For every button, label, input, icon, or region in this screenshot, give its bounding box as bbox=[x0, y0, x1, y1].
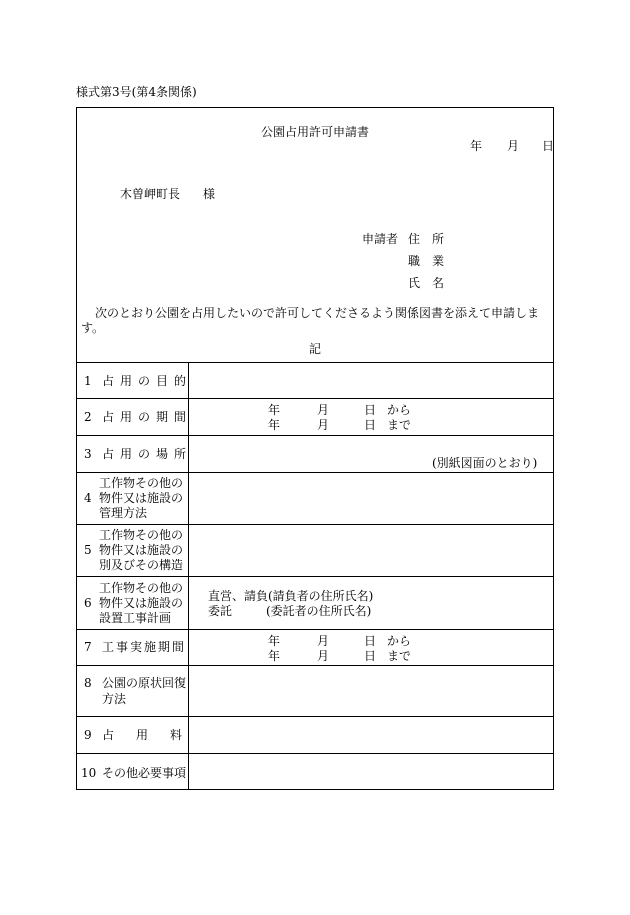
period-from-label: から bbox=[387, 403, 412, 417]
row-label-line: 管理方法 bbox=[99, 506, 148, 520]
form-title: 公園占用許可申請書 bbox=[260, 125, 369, 139]
work-from-day: 日 bbox=[364, 634, 377, 648]
applicant-label: 申請者 bbox=[362, 232, 399, 246]
row-label: 占用の場所 bbox=[102, 447, 193, 461]
form-number: 様式第3号(第4条関係) bbox=[76, 85, 197, 99]
row-number: 9 bbox=[84, 728, 92, 742]
work-to-year: 年 bbox=[268, 649, 281, 663]
row-divider bbox=[77, 435, 553, 436]
row-number: 8 bbox=[84, 676, 92, 690]
application-form bbox=[76, 107, 554, 790]
period-to-day: 日 bbox=[364, 418, 377, 432]
row-label-line: 設置工事計画 bbox=[99, 611, 172, 625]
work-from-label: から bbox=[387, 634, 412, 648]
row-divider bbox=[77, 524, 553, 525]
row-label-line: 物件又は施設の bbox=[99, 491, 184, 505]
row-label-line: 物件又は施設の bbox=[99, 596, 184, 610]
work-to-day: 日 bbox=[364, 649, 377, 663]
row-label: 占用の期間 bbox=[102, 410, 193, 424]
construction-delegate-label: 委託 bbox=[208, 604, 233, 618]
row-label-text: 占用の目的 bbox=[102, 374, 193, 388]
row-number: 5 bbox=[84, 543, 92, 557]
row-label: 占用料 bbox=[102, 728, 205, 742]
period-from-year: 年 bbox=[268, 403, 281, 417]
row-label-line: 物件又は施設の bbox=[99, 543, 184, 557]
row-number: 3 bbox=[84, 447, 92, 461]
row-label bbox=[102, 374, 193, 388]
row-divider bbox=[77, 716, 553, 717]
table-top-border bbox=[77, 362, 553, 363]
row-number: 4 bbox=[84, 491, 92, 505]
row-divider bbox=[77, 629, 553, 630]
row-label-line: 工作物その他の bbox=[99, 528, 184, 542]
purpose-input[interactable] bbox=[191, 365, 553, 397]
period-to-month: 月 bbox=[317, 418, 330, 432]
row-label-line: 方法 bbox=[102, 692, 127, 706]
row-divider bbox=[77, 576, 553, 577]
work-from-month: 月 bbox=[317, 634, 330, 648]
ki-heading: 記 bbox=[308, 342, 321, 356]
date-year: 年 bbox=[470, 139, 483, 153]
body-text-line1: 次のとおり公園を占用したいので許可してくださるよう関係図書を添えて申請しま bbox=[95, 306, 540, 320]
row-number: 1 bbox=[84, 374, 92, 388]
row-label: その他必要事項 bbox=[102, 766, 187, 780]
row-divider bbox=[77, 753, 553, 754]
addressee: 木曽岬町長 bbox=[120, 187, 181, 201]
construction-contract-text: 直営、請負(請負者の住所氏名) bbox=[208, 589, 374, 603]
row-number: 7 bbox=[84, 640, 92, 654]
location-note: (別紙図面のとおり) bbox=[432, 456, 538, 470]
work-to-month: 月 bbox=[317, 649, 330, 663]
work-to-label: まで bbox=[387, 649, 412, 663]
date-month: 月 bbox=[507, 139, 520, 153]
honorific: 様 bbox=[203, 187, 216, 201]
row-number: 2 bbox=[84, 410, 92, 424]
body-text-line2: す。 bbox=[81, 321, 105, 335]
row-label-line: 工作物その他の bbox=[99, 476, 184, 490]
period-to-label: まで bbox=[387, 418, 412, 432]
row-label-line: 別及びその構造 bbox=[99, 558, 184, 572]
row-number: 6 bbox=[84, 596, 92, 610]
row-divider bbox=[77, 665, 553, 666]
row-number: 10 bbox=[81, 766, 97, 780]
period-to-year: 年 bbox=[268, 418, 281, 432]
applicant-name-label: 氏 名 bbox=[408, 276, 445, 290]
work-from-year: 年 bbox=[268, 634, 281, 648]
period-from-day: 日 bbox=[364, 403, 377, 417]
row-label: 工事実施期間 bbox=[102, 640, 187, 654]
row-divider bbox=[77, 398, 553, 399]
row-label-line: 工作物その他の bbox=[99, 581, 184, 595]
date-day: 日 bbox=[542, 139, 555, 153]
applicant-occupation-label: 職 業 bbox=[408, 254, 445, 268]
row-divider bbox=[77, 472, 553, 473]
applicant-address-label: 住 所 bbox=[408, 232, 445, 246]
construction-delegate-text: (委託者の住所氏名) bbox=[266, 604, 372, 618]
row-label-line: 公園の原状回復 bbox=[102, 676, 187, 690]
period-from-month: 月 bbox=[317, 403, 330, 417]
